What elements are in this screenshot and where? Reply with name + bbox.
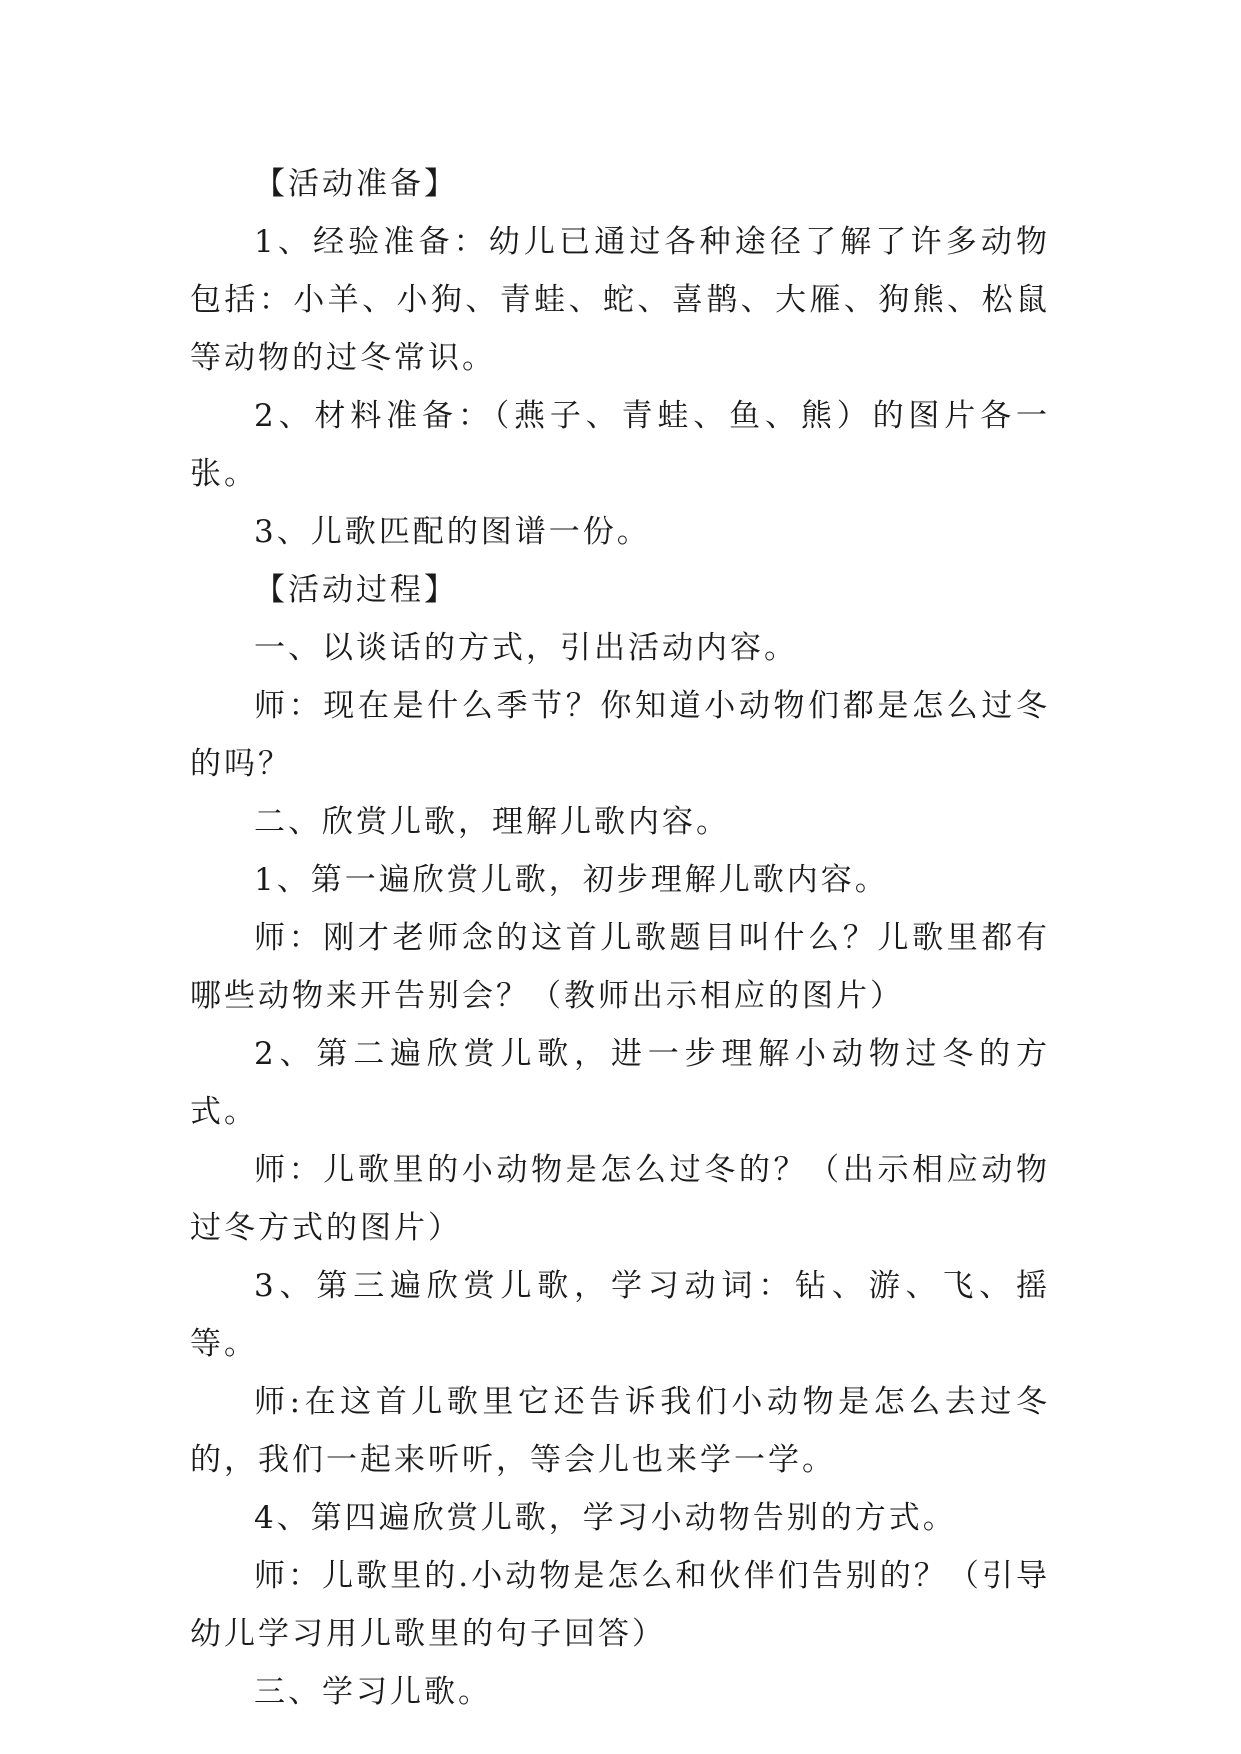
paragraph-teacher-listen-learn: 师:在这首儿歌里它还告诉我们小动物是怎么去过冬的，我们一起来听听，等会儿也来学一学。 — [190, 1384, 1050, 1478]
section-heading-preparation: 【活动准备】 — [254, 166, 458, 202]
paragraph-picture-chart: 3、儿歌匹配的图谱一份。 — [254, 514, 651, 550]
document-body — [190, 155, 1050, 1721]
paragraph-third-listening: 3、第三遍欣赏儿歌，学习动词：钻、游、飞、摇等。 — [190, 1268, 1050, 1362]
paragraph-step-two: 二、欣赏儿歌，理解儿歌内容。 — [254, 804, 730, 840]
section-heading-process: 【活动过程】 — [254, 572, 458, 608]
paragraph-step-one: 一、以谈话的方式，引出活动内容。 — [254, 630, 798, 666]
paragraph-step-three: 三、学习儿歌。 — [254, 1674, 492, 1710]
paragraph-teacher-question-title: 师：刚才老师念的这首儿歌题目叫什么？儿歌里都有哪些动物来开告别会？（教师出示相应的图片） — [190, 920, 1050, 1014]
paragraph-first-listening: 1、第一遍欣赏儿歌，初步理解儿歌内容。 — [254, 862, 889, 898]
paragraph-experience-preparation: 1、经验准备：幼儿已通过各种途径了解了许多动物包括：小羊、小狗、青蛙、蛇、喜鹊、大雁、狗熊、松鼠等动物的过冬常识。 — [190, 224, 1050, 376]
paragraph-teacher-question-winter: 师：儿歌里的小动物是怎么过冬的？（出示相应动物过冬方式的图片） — [190, 1152, 1050, 1246]
paragraph-teacher-question-farewell: 师：儿歌里的.小动物是怎么和伙伴们告别的？（引导幼儿学习用儿歌里的句子回答） — [190, 1558, 1050, 1652]
paragraph-teacher-question-season: 师：现在是什么季节？你知道小动物们都是怎么过冬的吗？ — [190, 688, 1050, 782]
paragraph-second-listening: 2、第二遍欣赏儿歌，进一步理解小动物过冬的方式。 — [190, 1036, 1050, 1130]
paragraph-fourth-listening: 4、第四遍欣赏儿歌，学习小动物告别的方式。 — [254, 1500, 957, 1536]
paragraph-material-preparation: 2、材料准备：（燕子、青蛙、鱼、熊）的图片各一张。 — [190, 398, 1050, 492]
